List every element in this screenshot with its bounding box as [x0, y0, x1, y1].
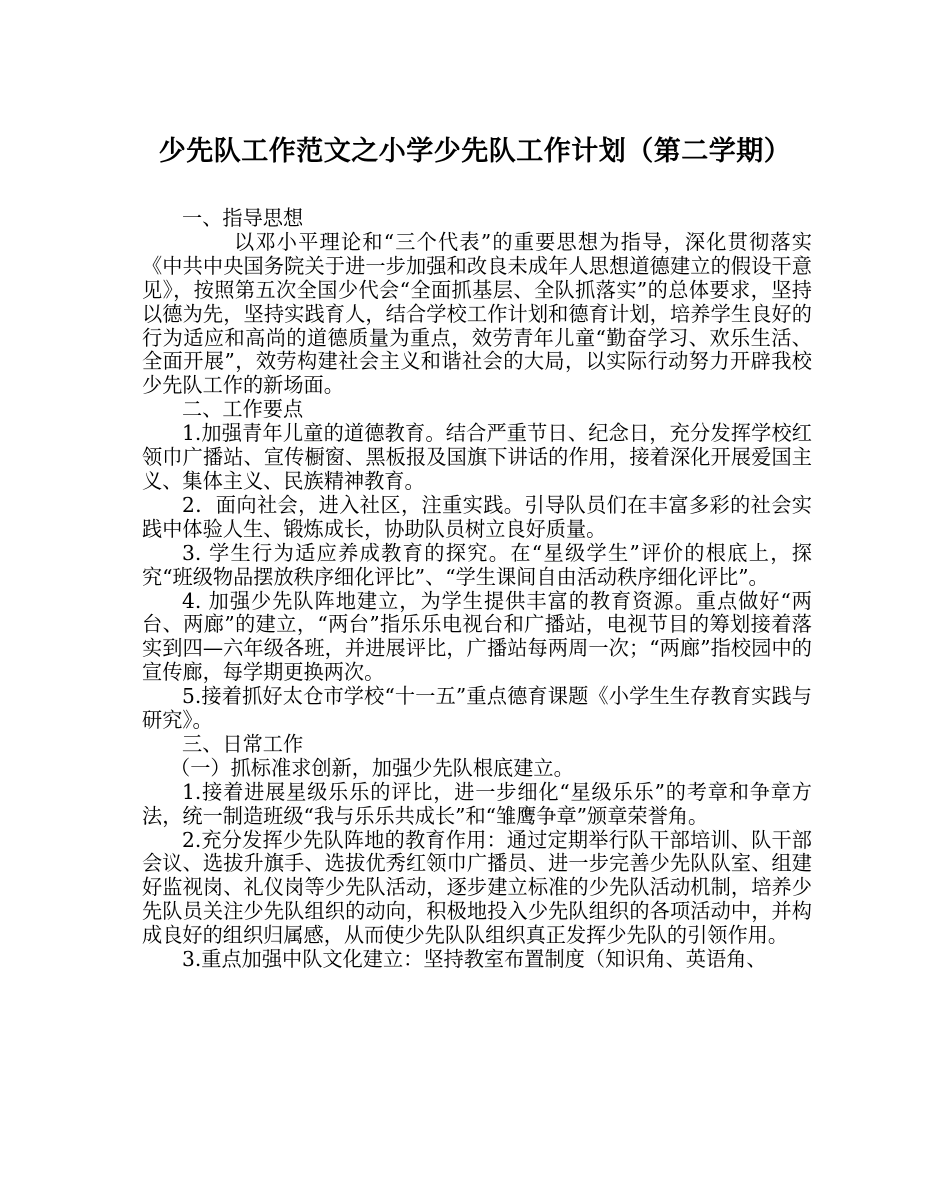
paragraph-work-point-5: 5.接着抓好太仓市学校“十一五”重点德育课题《小学生生存教育实践与研究》。 [142, 684, 812, 733]
paragraph-work-point-4: 4. 加强少先队阵地建立，为学生提供丰富的教育资源。重点做好“两台、两廊”的建立，“两台”指乐乐电视台和广播站，电视节目的筹划接着落实到四—六年级各班，并进展评比，广播站每两周一次；“两廊”指校园中的宣传廊，每学期更换两次。 [142, 588, 812, 685]
paragraph-daily-work-2: 2.充分发挥少先队阵地的教育作用：通过定期举行队干部培训、队干部会议、选拔升旗手、选拔优秀红领巾广播员、进一步完善少先队队室、组建好监视岗、礼仪岗等少先队活动，逐步建立标准的少先队活动机制，培养少先队员关注少先队组织的动向，积极地投入少先队组织的各项活动中，并构成良好的组织归属感，从而使少先队队组织真正发挥少先队的引领作用。 [142, 827, 812, 948]
section-heading-work-points: 二、工作要点 [182, 397, 304, 422]
paragraph-daily-work-1: 1.接着进展星级乐乐的评比，进一步细化“星级乐乐”的考章和争章方法，统一制造班级“我与乐乐共成长”和“雏鹰争章”颁章荣誉角。 [142, 779, 812, 828]
paragraph-work-point-3: 3. 学生行为适应养成教育的探究。在“星级学生”评价的根底上，探究“班级物品摆放秩序细化评比”、“学生课间自由活动秩序细化评比”。 [142, 540, 812, 589]
paragraph-work-point-2: 2．面向社会，进入社区，注重实践。引导队员们在丰富多彩的社会实践中体验人生、锻炼成长，协助队员树立良好质量。 [142, 492, 812, 541]
subsection-heading-standards: （一）抓标准求创新，加强少先队根底建立。 [170, 755, 574, 780]
paragraph-guiding-ideology: 以邓小平理论和“三个代表”的重要思想为指导，深化贯彻落实《中共中央国务院关于进一步加强和改良未成年人思想道德建立的假设干意见》，按照第五次全国少代会“全面抓基层、全队抓落实”的总体要求，坚持以德为先，坚持实践育人，结合学校工作计划和德育计划，培养学生良好的行为适应和高尚的道德质量为重点，效劳青年儿童“勤奋学习、欢乐生活、全面开展”，效劳构建社会主义和谐社会的大局，以实际行动努力开辟我校少先队工作的新场面。 [142, 229, 812, 398]
document-title: 少先队工作范文之小学少先队工作计划（第二学期） [158, 136, 792, 167]
section-heading-guiding-ideology: 一、指导思想 [182, 206, 304, 230]
paragraph-work-point-1: 1.加强青年儿童的道德教育。结合严重节日、纪念日，充分发挥学校红领巾广播站、宣传橱窗、黑板报及国旗下讲话的作用，接着深化开展爱国主义、集体主义、民族精神教育。 [142, 421, 812, 493]
paragraph-daily-work-3: 3.重点加强中队文化建立：坚持教室布置制度（知识角、英语角、 [182, 947, 767, 972]
section-heading-daily-work: 三、日常工作 [182, 731, 304, 756]
document-body [142, 207, 812, 972]
